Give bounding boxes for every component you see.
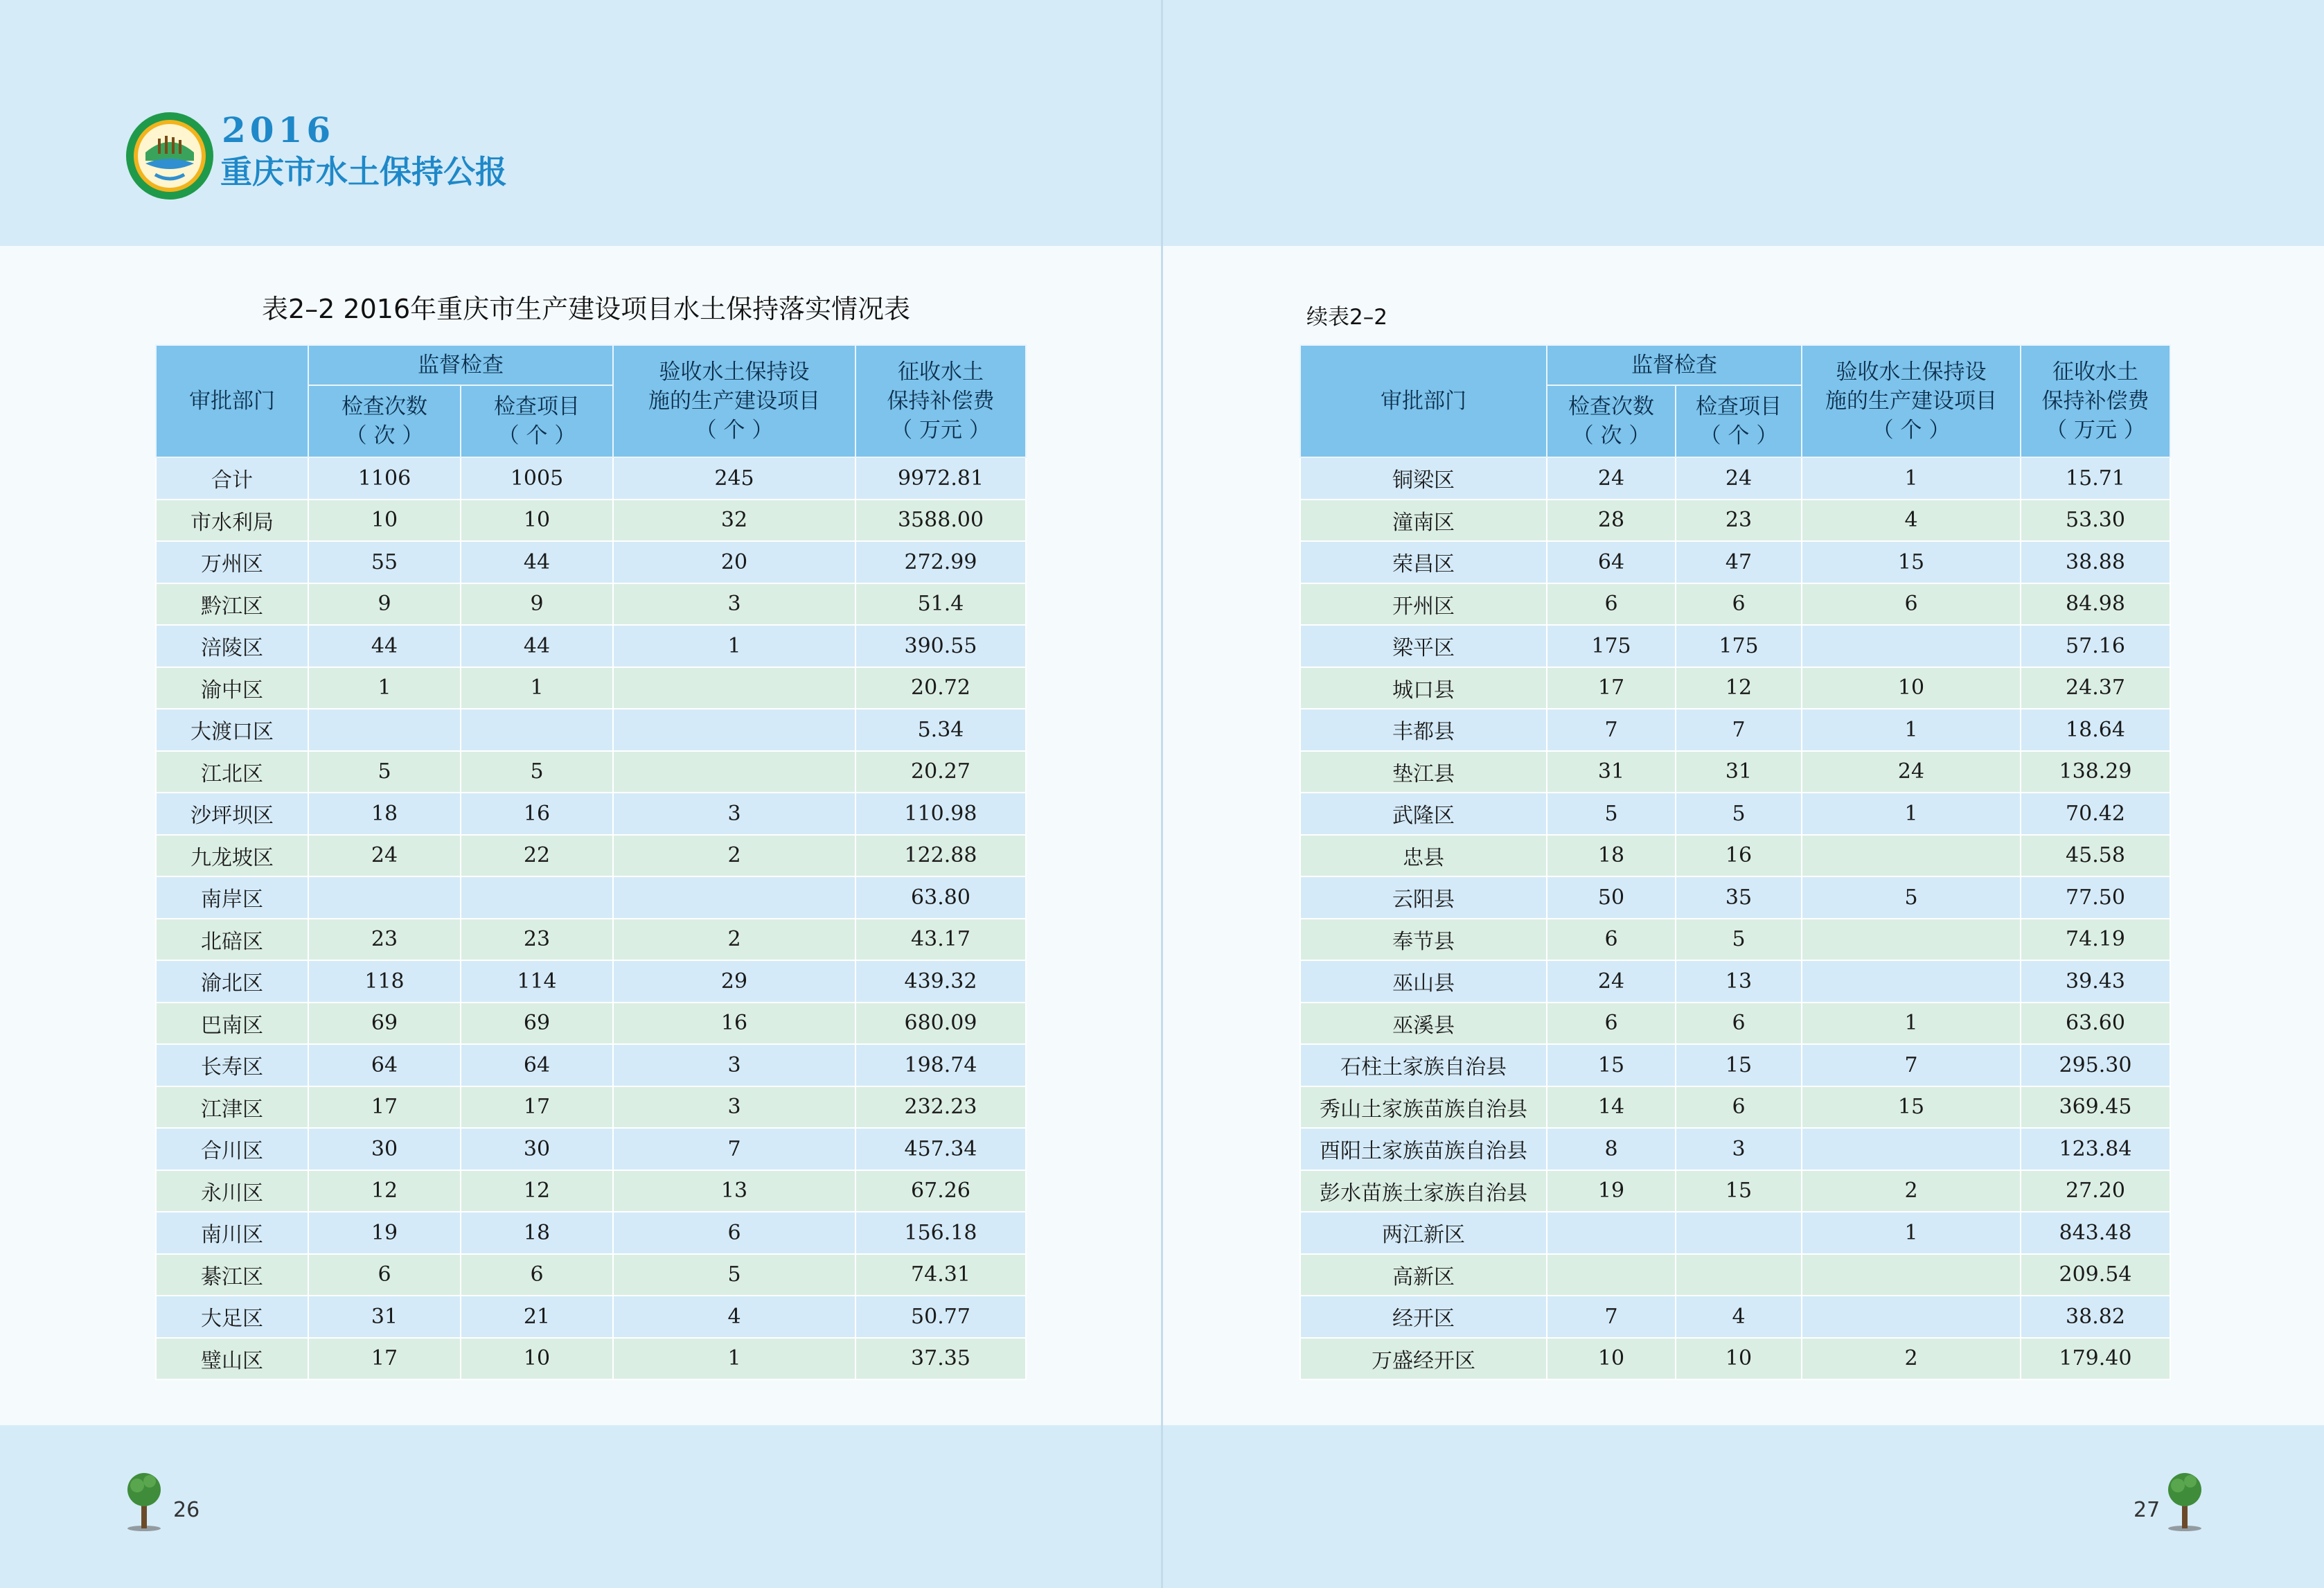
check-count-cell: 18 xyxy=(308,793,461,835)
accepted-cell: 20 xyxy=(613,541,855,583)
dept-cell: 彭水苗族土家族自治县 xyxy=(1300,1170,1547,1212)
accepted-cell: 5 xyxy=(1802,876,2021,919)
accepted-cell: 24 xyxy=(1802,751,2021,793)
table-row xyxy=(156,625,1026,667)
book-spine xyxy=(1161,0,1163,1588)
fee-cell: 45.58 xyxy=(2021,835,2170,877)
check-count-cell: 23 xyxy=(308,919,461,961)
dept-cell: 开州区 xyxy=(1300,583,1547,626)
table-row xyxy=(156,583,1026,626)
accepted-cell: 6 xyxy=(1802,583,2021,626)
fee-cell: 110.98 xyxy=(855,793,1026,835)
check-items-cell: 69 xyxy=(461,1003,613,1045)
fee-cell: 20.27 xyxy=(855,751,1026,793)
check-items-cell xyxy=(1676,1254,1802,1296)
accepted-cell: 16 xyxy=(613,1003,855,1045)
fee-cell: 390.55 xyxy=(855,625,1026,667)
table-row xyxy=(156,876,1026,919)
accepted-cell: 5 xyxy=(613,1254,855,1296)
fee-cell: 843.48 xyxy=(2021,1212,2170,1254)
fee-cell: 272.99 xyxy=(855,541,1026,583)
fee-cell: 680.09 xyxy=(855,1003,1026,1045)
dept-cell: 秀山土家族苗族自治县 xyxy=(1300,1086,1547,1129)
fee-cell: 63.60 xyxy=(2021,1003,2170,1045)
accepted-cell: 2 xyxy=(613,919,855,961)
check-count-cell: 6 xyxy=(1547,919,1676,961)
fee-cell: 84.98 xyxy=(2021,583,2170,626)
table-row xyxy=(1300,751,2170,793)
dept-cell: 綦江区 xyxy=(156,1254,308,1296)
dept-cell: 南川区 xyxy=(156,1212,308,1254)
check-items-cell: 12 xyxy=(461,1170,613,1212)
check-items-cell: 23 xyxy=(461,919,613,961)
check-items-cell: 21 xyxy=(461,1296,613,1338)
table-row xyxy=(156,667,1026,709)
header-check-items: 检查项目 （ 个 ） xyxy=(461,385,613,457)
accepted-cell xyxy=(613,751,855,793)
table-row xyxy=(1300,1254,2170,1296)
dept-cell: 巫山县 xyxy=(1300,960,1547,1003)
accepted-cell: 4 xyxy=(1802,500,2021,542)
dept-cell: 合计 xyxy=(156,457,308,500)
table-row xyxy=(156,1170,1026,1212)
check-count-cell: 6 xyxy=(1547,1003,1676,1045)
check-items-cell: 15 xyxy=(1676,1170,1802,1212)
check-items-cell: 12 xyxy=(1676,667,1802,709)
check-items-cell: 13 xyxy=(1676,960,1802,1003)
header-fee: 征收水土 保持补偿费 （ 万元 ） xyxy=(2021,345,2170,457)
fee-cell: 232.23 xyxy=(855,1086,1026,1129)
dept-cell: 武隆区 xyxy=(1300,793,1547,835)
check-count-cell: 17 xyxy=(308,1086,461,1129)
dept-cell: 南岸区 xyxy=(156,876,308,919)
table-row xyxy=(1300,793,2170,835)
dept-cell: 江北区 xyxy=(156,751,308,793)
fee-cell: 51.4 xyxy=(855,583,1026,626)
table-row xyxy=(156,960,1026,1003)
dept-cell: 沙坪坝区 xyxy=(156,793,308,835)
header-dept: 审批部门 xyxy=(1300,345,1547,457)
dept-cell: 大足区 xyxy=(156,1296,308,1338)
fee-cell: 369.45 xyxy=(2021,1086,2170,1129)
accepted-cell xyxy=(1802,625,2021,667)
check-items-cell: 47 xyxy=(1676,541,1802,583)
check-count-cell: 14 xyxy=(1547,1086,1676,1129)
dept-cell: 长寿区 xyxy=(156,1044,308,1086)
accepted-cell: 29 xyxy=(613,960,855,1003)
bulletin-logo-icon xyxy=(125,111,215,201)
fee-cell: 20.72 xyxy=(855,667,1026,709)
table-row xyxy=(156,919,1026,961)
dept-cell: 九龙坡区 xyxy=(156,835,308,877)
check-count-cell: 1106 xyxy=(308,457,461,500)
fee-cell: 67.26 xyxy=(855,1170,1026,1212)
table-row xyxy=(1300,1086,2170,1129)
check-items-cell: 5 xyxy=(1676,793,1802,835)
check-count-cell: 12 xyxy=(308,1170,461,1212)
dept-cell: 垫江县 xyxy=(1300,751,1547,793)
check-items-cell: 44 xyxy=(461,541,613,583)
check-items-cell: 6 xyxy=(1676,1003,1802,1045)
accepted-cell xyxy=(613,709,855,751)
check-count-cell: 24 xyxy=(1547,960,1676,1003)
table-row xyxy=(1300,625,2170,667)
dept-cell: 城口县 xyxy=(1300,667,1547,709)
table-row xyxy=(156,835,1026,877)
table-row xyxy=(156,1338,1026,1380)
dept-cell: 铜梁区 xyxy=(1300,457,1547,500)
fee-cell: 439.32 xyxy=(855,960,1026,1003)
accepted-cell: 1 xyxy=(1802,1212,2021,1254)
fee-cell: 5.34 xyxy=(855,709,1026,751)
check-items-cell: 22 xyxy=(461,835,613,877)
check-items-cell: 7 xyxy=(1676,709,1802,751)
fee-cell: 18.64 xyxy=(2021,709,2170,751)
table-row xyxy=(1300,835,2170,877)
table-row xyxy=(1300,541,2170,583)
brand-year: 2016 xyxy=(222,109,335,150)
fee-cell: 53.30 xyxy=(2021,500,2170,542)
fee-cell: 295.30 xyxy=(2021,1044,2170,1086)
data-table-right xyxy=(1300,344,2171,1380)
check-count-cell: 118 xyxy=(308,960,461,1003)
table-row xyxy=(156,1003,1026,1045)
fee-cell: 38.88 xyxy=(2021,541,2170,583)
check-count-cell: 31 xyxy=(1547,751,1676,793)
data-table-left xyxy=(155,344,1027,1380)
check-items-cell: 23 xyxy=(1676,500,1802,542)
table-row xyxy=(156,500,1026,542)
fee-cell: 50.77 xyxy=(855,1296,1026,1338)
dept-cell: 渝中区 xyxy=(156,667,308,709)
check-items-cell: 16 xyxy=(1676,835,1802,877)
check-count-cell: 8 xyxy=(1547,1128,1676,1170)
dept-cell: 云阳县 xyxy=(1300,876,1547,919)
check-items-cell: 17 xyxy=(461,1086,613,1129)
fee-cell: 122.88 xyxy=(855,835,1026,877)
accepted-cell: 1 xyxy=(613,1338,855,1380)
accepted-cell: 10 xyxy=(1802,667,2021,709)
check-count-cell: 17 xyxy=(308,1338,461,1380)
check-items-cell: 1 xyxy=(461,667,613,709)
dept-cell: 市水利局 xyxy=(156,500,308,542)
accepted-cell xyxy=(1802,835,2021,877)
table-row xyxy=(1300,1044,2170,1086)
fee-cell: 77.50 xyxy=(2021,876,2170,919)
check-items-cell: 44 xyxy=(461,625,613,667)
check-count-cell: 24 xyxy=(308,835,461,877)
accepted-cell xyxy=(1802,1254,2021,1296)
check-items-cell: 9 xyxy=(461,583,613,626)
table-row xyxy=(1300,709,2170,751)
table-body-right xyxy=(1300,457,2170,1379)
check-count-cell xyxy=(1547,1212,1676,1254)
dept-cell: 丰都县 xyxy=(1300,709,1547,751)
check-count-cell xyxy=(308,876,461,919)
table-row xyxy=(156,1296,1026,1338)
table-row xyxy=(1300,583,2170,626)
check-count-cell: 1 xyxy=(308,667,461,709)
fee-cell: 39.43 xyxy=(2021,960,2170,1003)
table-row xyxy=(156,541,1026,583)
accepted-cell: 3 xyxy=(613,1044,855,1086)
fee-cell: 15.71 xyxy=(2021,457,2170,500)
check-items-cell: 10 xyxy=(461,500,613,542)
dept-cell: 荣昌区 xyxy=(1300,541,1547,583)
tree-icon xyxy=(125,1469,163,1531)
check-items-cell: 16 xyxy=(461,793,613,835)
check-items-cell: 3 xyxy=(1676,1128,1802,1170)
table-row xyxy=(156,1086,1026,1129)
dept-cell: 合川区 xyxy=(156,1128,308,1170)
check-items-cell: 30 xyxy=(461,1128,613,1170)
check-count-cell: 7 xyxy=(1547,1296,1676,1338)
check-items-cell: 15 xyxy=(1676,1044,1802,1086)
check-count-cell: 7 xyxy=(1547,709,1676,751)
accepted-cell xyxy=(613,667,855,709)
fee-cell: 63.80 xyxy=(855,876,1026,919)
table-row xyxy=(1300,457,2170,500)
header-check-count: 检查次数 （ 次 ） xyxy=(1547,385,1676,457)
check-items-cell xyxy=(461,876,613,919)
check-items-cell: 4 xyxy=(1676,1296,1802,1338)
dept-cell: 石柱土家族自治县 xyxy=(1300,1044,1547,1086)
check-count-cell xyxy=(1547,1254,1676,1296)
dept-cell: 巫溪县 xyxy=(1300,1003,1547,1045)
check-count-cell: 18 xyxy=(1547,835,1676,877)
table-row xyxy=(1300,876,2170,919)
accepted-cell: 2 xyxy=(1802,1170,2021,1212)
accepted-cell xyxy=(1802,919,2021,961)
check-count-cell: 19 xyxy=(1547,1170,1676,1212)
fee-cell: 43.17 xyxy=(855,919,1026,961)
fee-cell: 209.54 xyxy=(2021,1254,2170,1296)
check-count-cell: 64 xyxy=(308,1044,461,1086)
dept-cell: 永川区 xyxy=(156,1170,308,1212)
check-count-cell: 64 xyxy=(1547,541,1676,583)
check-count-cell xyxy=(308,709,461,751)
table-row xyxy=(1300,1212,2170,1254)
check-count-cell: 17 xyxy=(1547,667,1676,709)
table-row xyxy=(156,1212,1026,1254)
table-row xyxy=(1300,960,2170,1003)
table-row xyxy=(1300,500,2170,542)
check-count-cell: 5 xyxy=(1547,793,1676,835)
check-count-cell: 9 xyxy=(308,583,461,626)
fee-cell: 457.34 xyxy=(855,1128,1026,1170)
check-count-cell: 175 xyxy=(1547,625,1676,667)
dept-cell: 巴南区 xyxy=(156,1003,308,1045)
dept-cell: 酉阳土家族苗族自治县 xyxy=(1300,1128,1547,1170)
accepted-cell: 1 xyxy=(1802,457,2021,500)
tree-icon xyxy=(2165,1469,2204,1531)
check-count-cell: 24 xyxy=(1547,457,1676,500)
table-caption-right: 续表2–2 xyxy=(1306,305,1387,330)
dept-cell: 经开区 xyxy=(1300,1296,1547,1338)
page-number-right: 27 xyxy=(2134,1498,2161,1522)
table-row xyxy=(156,1044,1026,1086)
check-items-cell: 10 xyxy=(461,1338,613,1380)
accepted-cell: 1 xyxy=(1802,709,2021,751)
check-count-cell: 30 xyxy=(308,1128,461,1170)
check-count-cell: 15 xyxy=(1547,1044,1676,1086)
check-items-cell xyxy=(461,709,613,751)
fee-cell: 9972.81 xyxy=(855,457,1026,500)
table-row xyxy=(156,709,1026,751)
fee-cell: 37.35 xyxy=(855,1338,1026,1380)
accepted-cell: 4 xyxy=(613,1296,855,1338)
brand-title: 重庆市水土保持公报 xyxy=(220,153,507,191)
page-number-left: 26 xyxy=(173,1498,200,1522)
table-row xyxy=(1300,1338,2170,1380)
check-count-cell: 31 xyxy=(308,1296,461,1338)
table-row xyxy=(156,1128,1026,1170)
dept-cell: 黔江区 xyxy=(156,583,308,626)
table-row xyxy=(1300,1296,2170,1338)
header-supervision: 监督检查 xyxy=(308,345,613,385)
table-row xyxy=(1300,1170,2170,1212)
accepted-cell xyxy=(613,876,855,919)
check-count-cell: 69 xyxy=(308,1003,461,1045)
accepted-cell: 245 xyxy=(613,457,855,500)
fee-cell: 123.84 xyxy=(2021,1128,2170,1170)
dept-cell: 两江新区 xyxy=(1300,1212,1547,1254)
check-items-cell: 6 xyxy=(461,1254,613,1296)
accepted-cell: 2 xyxy=(613,835,855,877)
fee-cell: 27.20 xyxy=(2021,1170,2170,1212)
fee-cell: 179.40 xyxy=(2021,1338,2170,1380)
dept-cell: 万州区 xyxy=(156,541,308,583)
check-items-cell: 6 xyxy=(1676,1086,1802,1129)
header-accepted: 验收水土保持设 施的生产建设项目 （ 个 ） xyxy=(613,345,855,457)
accepted-cell: 15 xyxy=(1802,1086,2021,1129)
header-check-items: 检查项目 （ 个 ） xyxy=(1676,385,1802,457)
check-items-cell: 6 xyxy=(1676,583,1802,626)
accepted-cell: 32 xyxy=(613,500,855,542)
table-row xyxy=(156,751,1026,793)
dept-cell: 奉节县 xyxy=(1300,919,1547,961)
header-fee: 征收水土 保持补偿费 （ 万元 ） xyxy=(855,345,1026,457)
check-count-cell: 10 xyxy=(308,500,461,542)
fee-cell: 70.42 xyxy=(2021,793,2170,835)
accepted-cell: 13 xyxy=(613,1170,855,1212)
dept-cell: 高新区 xyxy=(1300,1254,1547,1296)
check-count-cell: 55 xyxy=(308,541,461,583)
check-items-cell: 24 xyxy=(1676,457,1802,500)
accepted-cell: 3 xyxy=(613,583,855,626)
check-count-cell: 6 xyxy=(308,1254,461,1296)
check-count-cell: 19 xyxy=(308,1212,461,1254)
check-items-cell: 64 xyxy=(461,1044,613,1086)
table-row xyxy=(1300,919,2170,961)
dept-cell: 璧山区 xyxy=(156,1338,308,1380)
check-items-cell: 18 xyxy=(461,1212,613,1254)
dept-cell: 渝北区 xyxy=(156,960,308,1003)
check-count-cell: 44 xyxy=(308,625,461,667)
accepted-cell: 2 xyxy=(1802,1338,2021,1380)
header-supervision: 监督检查 xyxy=(1547,345,1802,385)
check-items-cell: 31 xyxy=(1676,751,1802,793)
accepted-cell xyxy=(1802,1296,2021,1338)
table-caption-left: 表2–2 2016年重庆市生产建设项目水土保持落实情况表 xyxy=(262,294,911,324)
accepted-cell: 6 xyxy=(613,1212,855,1254)
header-dept: 审批部门 xyxy=(156,345,308,457)
fee-cell: 3588.00 xyxy=(855,500,1026,542)
accepted-cell xyxy=(1802,1128,2021,1170)
fee-cell: 38.82 xyxy=(2021,1296,2170,1338)
table-row xyxy=(156,793,1026,835)
accepted-cell: 7 xyxy=(613,1128,855,1170)
dept-cell: 北碚区 xyxy=(156,919,308,961)
dept-cell: 潼南区 xyxy=(1300,500,1547,542)
table-row xyxy=(156,457,1026,500)
dept-cell: 涪陵区 xyxy=(156,625,308,667)
check-count-cell: 50 xyxy=(1547,876,1676,919)
accepted-cell: 3 xyxy=(613,1086,855,1129)
fee-cell: 156.18 xyxy=(855,1212,1026,1254)
accepted-cell: 1 xyxy=(1802,793,2021,835)
check-count-cell: 6 xyxy=(1547,583,1676,626)
check-items-cell xyxy=(1676,1212,1802,1254)
accepted-cell: 1 xyxy=(613,625,855,667)
accepted-cell: 1 xyxy=(1802,1003,2021,1045)
table-row xyxy=(1300,1128,2170,1170)
table-row xyxy=(1300,1003,2170,1045)
check-items-cell: 114 xyxy=(461,960,613,1003)
check-items-cell: 175 xyxy=(1676,625,1802,667)
table-body-left xyxy=(156,457,1026,1379)
accepted-cell: 3 xyxy=(613,793,855,835)
fee-cell: 74.31 xyxy=(855,1254,1026,1296)
accepted-cell xyxy=(1802,960,2021,1003)
check-items-cell: 10 xyxy=(1676,1338,1802,1380)
check-items-cell: 1005 xyxy=(461,457,613,500)
table-row xyxy=(156,1254,1026,1296)
dept-cell: 万盛经开区 xyxy=(1300,1338,1547,1380)
fee-cell: 57.16 xyxy=(2021,625,2170,667)
fee-cell: 138.29 xyxy=(2021,751,2170,793)
header-accepted: 验收水土保持设 施的生产建设项目 （ 个 ） xyxy=(1802,345,2021,457)
check-items-cell: 5 xyxy=(461,751,613,793)
dept-cell: 忠县 xyxy=(1300,835,1547,877)
check-count-cell: 5 xyxy=(308,751,461,793)
accepted-cell: 15 xyxy=(1802,541,2021,583)
dept-cell: 梁平区 xyxy=(1300,625,1547,667)
fee-cell: 24.37 xyxy=(2021,667,2170,709)
check-items-cell: 35 xyxy=(1676,876,1802,919)
check-items-cell: 5 xyxy=(1676,919,1802,961)
check-count-cell: 28 xyxy=(1547,500,1676,542)
dept-cell: 大渡口区 xyxy=(156,709,308,751)
accepted-cell: 7 xyxy=(1802,1044,2021,1086)
check-count-cell: 10 xyxy=(1547,1338,1676,1380)
header-check-count: 检查次数 （ 次 ） xyxy=(308,385,461,457)
fee-cell: 74.19 xyxy=(2021,919,2170,961)
fee-cell: 198.74 xyxy=(855,1044,1026,1086)
dept-cell: 江津区 xyxy=(156,1086,308,1129)
table-row xyxy=(1300,667,2170,709)
